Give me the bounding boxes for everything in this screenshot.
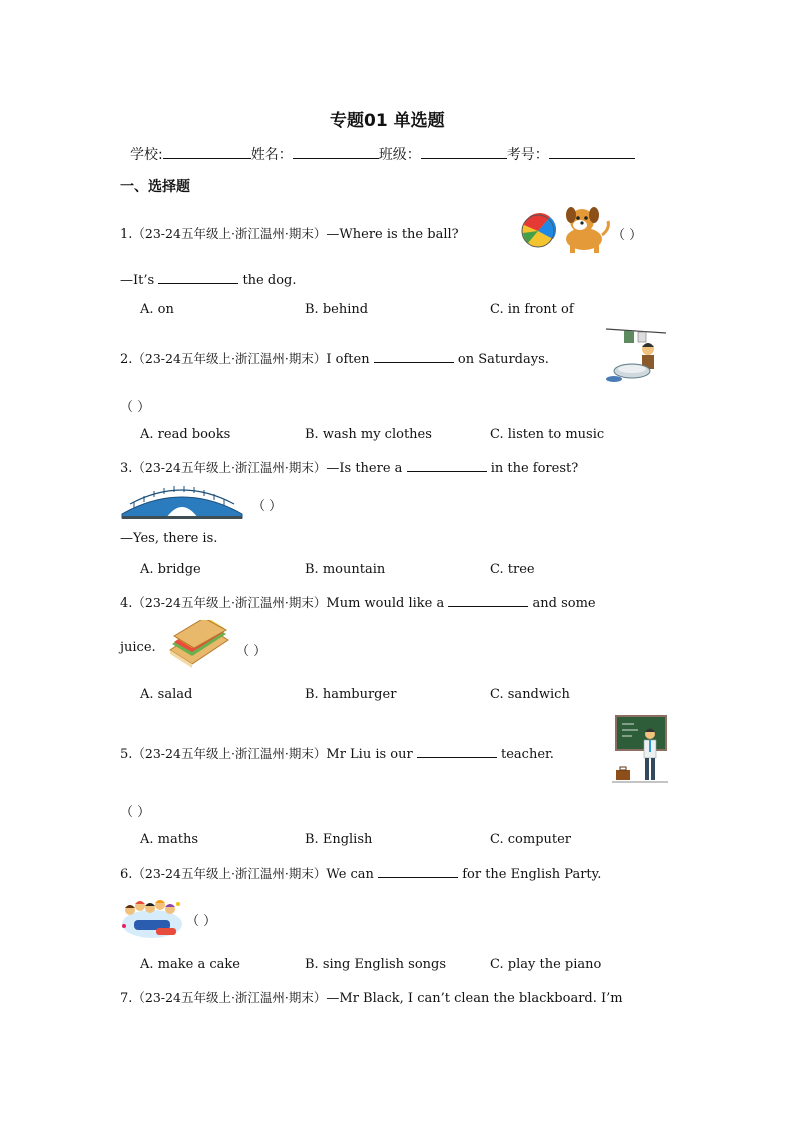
answer-parentheses[interactable]: （ ）	[252, 499, 283, 514]
option-b[interactable]: B. mountain	[305, 562, 386, 577]
option-b[interactable]: B. hamburger	[305, 687, 397, 702]
option-a[interactable]: A. make a cake	[140, 957, 240, 972]
option-c[interactable]: C. play the piano	[490, 957, 602, 972]
question-source: （23-24五年级上·浙江温州·期末）	[132, 990, 327, 1005]
question-3-answer-line: —Yes, there is.	[120, 531, 218, 546]
option-c[interactable]: C. sandwich	[490, 687, 570, 702]
question-text: on Saturdays.	[457, 352, 549, 367]
question-text: —Mr Black, I can’t clean the blackboard. I’m	[326, 991, 623, 1006]
question-text: for the English Party.	[462, 867, 602, 882]
question-source: （23-24五年级上·浙江温州·期末）	[132, 746, 327, 761]
option-c[interactable]: C. listen to music	[490, 427, 605, 442]
number-blank[interactable]	[549, 146, 635, 159]
answer-blank[interactable]	[407, 459, 487, 472]
option-b[interactable]: B. English	[305, 832, 373, 847]
page-title: 专题01 单选题	[330, 111, 445, 131]
question-source: （23-24五年级上·浙江温州·期末）	[132, 351, 327, 366]
question-number: 5.	[120, 747, 133, 762]
option-a[interactable]: A. bridge	[140, 562, 201, 577]
answer-parentheses[interactable]: （ ）	[236, 644, 267, 659]
answer-parentheses[interactable]: （ ）	[612, 228, 643, 243]
question-text: —Where is the ball?	[326, 227, 459, 242]
section-heading: 一、选择题	[120, 179, 190, 195]
answer-blank[interactable]	[448, 594, 528, 607]
ball-and-puppy-icon	[520, 203, 612, 261]
option-b[interactable]: B. sing English songs	[305, 957, 447, 972]
question-source: （23-24五年级上·浙江温州·期末）	[132, 595, 327, 610]
class-label: 班级：	[378, 147, 421, 163]
answer-parentheses[interactable]: （ ）	[120, 805, 151, 820]
school-label: 学校:	[130, 147, 163, 163]
question-text: I often	[326, 352, 370, 367]
teacher-icon	[612, 714, 668, 786]
question-source: （23-24五年级上·浙江温州·期末）	[132, 460, 327, 475]
bridge-icon	[120, 482, 244, 520]
number-label: 考号：	[506, 147, 549, 163]
class-blank[interactable]	[421, 146, 507, 159]
sandwich-icon	[166, 620, 232, 670]
question-4-line2: juice.	[120, 640, 156, 655]
question-text: in the forest?	[490, 461, 579, 476]
question-text: and some	[532, 596, 596, 611]
question-number: 3.	[120, 461, 133, 476]
question-text: the dog.	[242, 273, 297, 288]
question-1-line2	[120, 271, 296, 288]
name-label: 姓名：	[250, 147, 293, 163]
question-number: 6.	[120, 867, 133, 882]
question-text: —Is there a	[326, 461, 403, 476]
student-info-line	[130, 144, 635, 164]
option-c[interactable]: C. computer	[490, 832, 572, 847]
question-4	[120, 593, 596, 611]
answer-blank[interactable]	[417, 745, 497, 758]
answer-parentheses[interactable]: （ ）	[186, 914, 217, 929]
option-b[interactable]: B. wash my clothes	[305, 427, 432, 442]
option-c[interactable]: C. tree	[490, 562, 535, 577]
question-2	[120, 349, 549, 367]
question-source: （23-24五年级上·浙江温州·期末）	[132, 866, 327, 881]
question-text: teacher.	[501, 747, 554, 762]
answer-blank[interactable]	[158, 271, 238, 284]
option-a[interactable]: A. read books	[140, 427, 231, 442]
question-number: 1.	[120, 227, 133, 242]
question-6	[120, 864, 601, 882]
question-number: 2.	[120, 352, 133, 367]
option-a[interactable]: A. on	[140, 302, 174, 317]
answer-blank[interactable]	[378, 865, 458, 878]
option-b[interactable]: B. behind	[305, 302, 369, 317]
washing-clothes-icon	[604, 323, 668, 385]
answer-blank[interactable]	[374, 350, 454, 363]
option-a[interactable]: A. maths	[140, 832, 199, 847]
question-1	[120, 224, 459, 242]
question-text: Mum would like a	[326, 596, 445, 611]
question-7	[120, 988, 623, 1006]
option-a[interactable]: A. salad	[140, 687, 193, 702]
question-text: Mr Liu is our	[326, 747, 413, 762]
question-number: 7.	[120, 991, 133, 1006]
option-c[interactable]: C. in front of	[490, 302, 574, 317]
question-5	[120, 744, 554, 762]
school-blank[interactable]	[163, 146, 251, 159]
question-source: （23-24五年级上·浙江温州·期末）	[132, 226, 327, 241]
name-blank[interactable]	[293, 146, 379, 159]
question-number: 4.	[120, 596, 133, 611]
answer-parentheses[interactable]: （ ）	[120, 400, 151, 415]
question-3	[120, 458, 578, 476]
question-text: —It’s	[120, 273, 155, 288]
question-text: We can	[326, 867, 374, 882]
party-banner-icon	[120, 896, 184, 942]
